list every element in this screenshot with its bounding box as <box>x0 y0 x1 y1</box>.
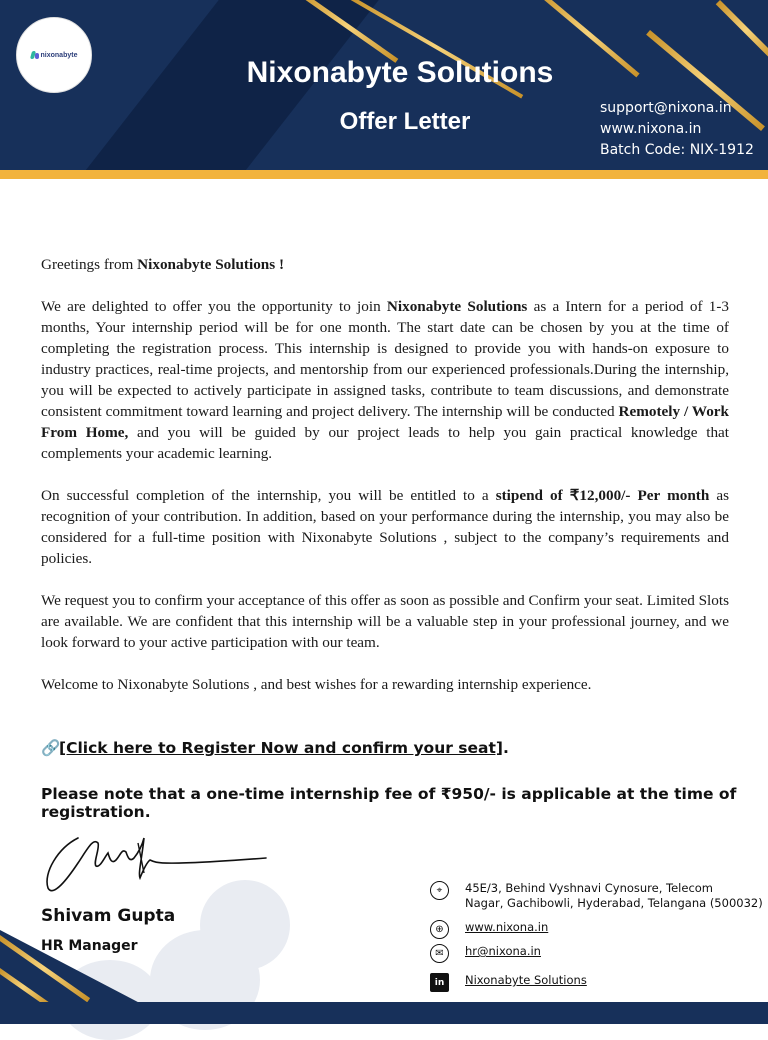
address-text <box>465 881 763 911</box>
link-icon: 🔗 <box>41 739 61 757</box>
location-pin-icon: ⌖ <box>430 881 449 900</box>
linkedin-icon: in <box>430 973 449 992</box>
p1-work-mode: Remotely / Work From Home, <box>41 403 729 441</box>
letterhead-header <box>0 0 768 178</box>
footer-email <box>430 944 541 963</box>
header-contact-block <box>600 98 754 161</box>
greeting-prefix: Greetings from <box>41 256 138 273</box>
p1-text-b: as a Intern for a period of 1-3 months, Your internship period will be for one month. The start date can be chosen by you at the time of completing the registration process. This internship is designed to provide you with hands-on exposure to industry practices, real-time projects, and mentorship from our experienced professionals.During the internship, you will be expected to actively participate in assigned tasks, contribute to team discussions, and demonstrate consistent commitment toward learning and project delivery. The internship will be conducted <box>41 298 729 420</box>
paragraph-offer <box>41 296 729 464</box>
p1-text-c: and you will be guided by our project leads to help you gain practical knowledge that complements your academic learning. <box>41 424 729 462</box>
address-line2: Nagar, Gachibowli, Hyderabad, Telangana (500032) <box>465 896 763 910</box>
header-gold-swoosh <box>716 0 768 61</box>
signatory-role: HR Manager <box>41 938 138 954</box>
globe-icon: ⊕ <box>430 920 449 939</box>
letter-body <box>41 254 729 716</box>
cta-suffix: . <box>502 739 509 757</box>
document-title: Offer Letter <box>339 108 471 135</box>
footer-address <box>430 881 763 911</box>
footer-website-link[interactable]: www.nixona.in <box>465 920 549 934</box>
logo-mark-icon <box>31 51 39 59</box>
register-link[interactable]: [Click here to Register Now and confirm your seat] <box>59 739 503 757</box>
fee-note: Please note that a one-time internship fee of ₹950/- is applicable at the time of registration. <box>41 785 737 821</box>
paragraph-stipend <box>41 485 729 569</box>
footer-email-link[interactable]: hr@nixona.in <box>465 944 541 958</box>
address-line1: 45E/3, Behind Vyshnavi Cynosure, Telecom <box>465 881 714 895</box>
p2-text-a: On successful completion of the internship, you will be entitled to a <box>41 487 496 504</box>
register-cta <box>41 739 509 757</box>
logo-text: nixonabyte <box>40 51 78 59</box>
greeting <box>41 254 729 275</box>
footer-website <box>430 920 548 939</box>
p2-stipend: stipend of ₹12,000/- Per month <box>495 487 710 504</box>
signature-image <box>38 818 278 898</box>
mail-icon: ✉ <box>430 944 449 963</box>
header-gold-stripe <box>0 170 768 179</box>
paragraph-welcome: Welcome to Nixonabyte Solutions , and best wishes for a rewarding internship experience. <box>41 676 592 693</box>
p1-text-a: We are delighted to offer you the opportunity to join <box>41 298 387 315</box>
signatory-name: Shivam Gupta <box>41 906 176 926</box>
p1-company: Nixonabyte Solutions <box>386 298 528 315</box>
contact-email[interactable]: support@nixona.in <box>600 100 732 116</box>
paragraph-confirm: We request you to confirm your acceptance of this offer as soon as possible and Confirm your seat. Limited Slots are available. We are confident that this internship will be a valuable step in your professional journey, and we look forward to your active participation with our team. <box>41 592 729 651</box>
footer-linkedin <box>430 973 587 992</box>
p2-text-b: as recognition of your contribution. In addition, based on your performance during the internship, you may also be considered for a full-time position with Nixonabyte Solutions , subject to the company’s requirements and policies. <box>41 487 729 567</box>
contact-website[interactable]: www.nixona.in <box>600 121 702 137</box>
footer-linkedin-link[interactable]: Nixonabyte Solutions <box>465 973 587 987</box>
company-name: Nixonabyte Solutions <box>246 56 554 89</box>
company-logo <box>16 17 92 93</box>
batch-code: Batch Code: NIX-1912 <box>600 142 754 158</box>
greeting-company: Nixonabyte Solutions ! <box>137 256 285 273</box>
footer-bar <box>0 1002 768 1024</box>
